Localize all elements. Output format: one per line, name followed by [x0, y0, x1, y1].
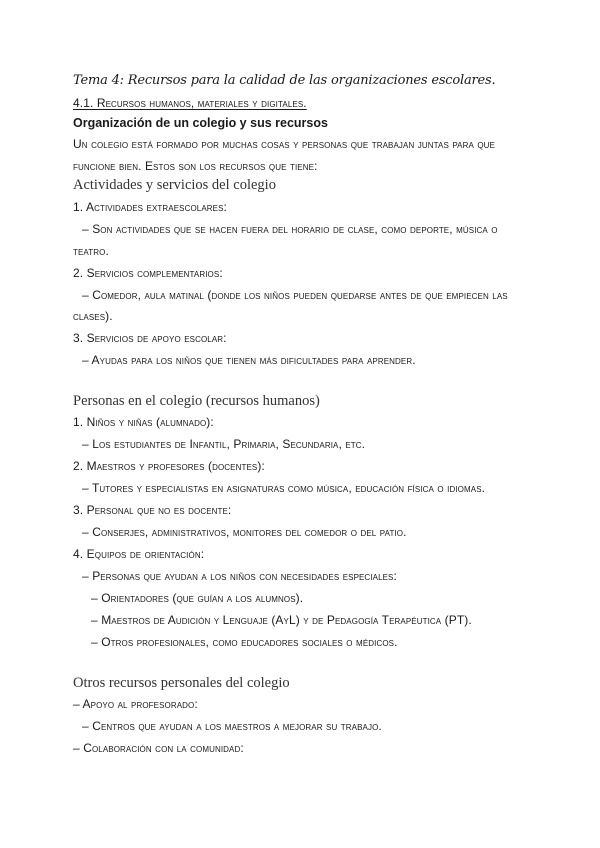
- list-item: – Apoyo al profesorado:: [73, 697, 198, 711]
- list-item: – Tutores y especialistas en asignaturas como música, educación física o idiomas.: [82, 481, 486, 495]
- section-heading: Organización de un colegio y sus recursos: [73, 116, 328, 130]
- document-title: Tema 4: Recursos para la calidad de las organizaciones escolares.: [73, 73, 496, 88]
- list-item: – Conserjes, administrativos, monitores del comedor o del patio.: [82, 525, 407, 539]
- section-title-activities: Actividades y servicios del colegio: [73, 177, 276, 193]
- list-item: – Los estudiantes de Infantil, Primaria, Secundaria, etc.: [82, 437, 366, 451]
- intro-line: Un colegio está formado por muchas cosas y personas que trabajan juntas para que: [73, 137, 495, 151]
- list-item: – Centros que ayudan a los maestros a mejorar su trabajo.: [82, 719, 382, 733]
- list-item: – Colaboración con la comunidad:: [73, 741, 244, 755]
- list-item: – Orientadores (que guían a los alumnos).: [91, 591, 304, 605]
- list-item: – Comedor, aula matinal (donde los niños pueden quedarse antes de que empiecen las: [82, 288, 508, 302]
- list-item: 4. Equipos de orientación:: [73, 547, 205, 561]
- list-item: 1. Actividades extraescolares:: [73, 200, 227, 214]
- list-item: – Otros profesionales, como educadores sociales o médicos.: [91, 635, 398, 649]
- list-item: 3. Personal que no es docente:: [73, 503, 232, 517]
- section-title-people: Personas en el colegio (recursos humanos): [73, 393, 320, 409]
- list-item: 2. Maestros y profesores (docentes):: [73, 459, 265, 473]
- list-item: teatro.: [73, 244, 109, 258]
- section-subtitle: 4.1. Recursos humanos, materiales y digitales.: [73, 96, 307, 110]
- list-item: – Ayudas para los niños que tienen más dificultades para aprender.: [82, 353, 416, 367]
- intro-line: funcione bien. Estos son los recursos que tiene:: [73, 159, 318, 173]
- list-item: – Maestros de Audición y Lenguaje (AyL) y de Pedagogía Terapéutica (PT).: [91, 613, 472, 627]
- list-item: – Son actividades que se hacen fuera del horario de clase, como deporte, música o: [82, 222, 498, 236]
- list-item: 3. Servicios de apoyo escolar:: [73, 331, 227, 345]
- list-item: clases).: [73, 309, 113, 323]
- list-item: 2. Servicios complementarios:: [73, 266, 223, 280]
- list-item: 1. Niños y niñas (alumnado):: [73, 415, 214, 429]
- section-title-other: Otros recursos personales del colegio: [73, 675, 290, 691]
- list-item: – Personas que ayudan a los niños con necesidades especiales:: [82, 569, 397, 583]
